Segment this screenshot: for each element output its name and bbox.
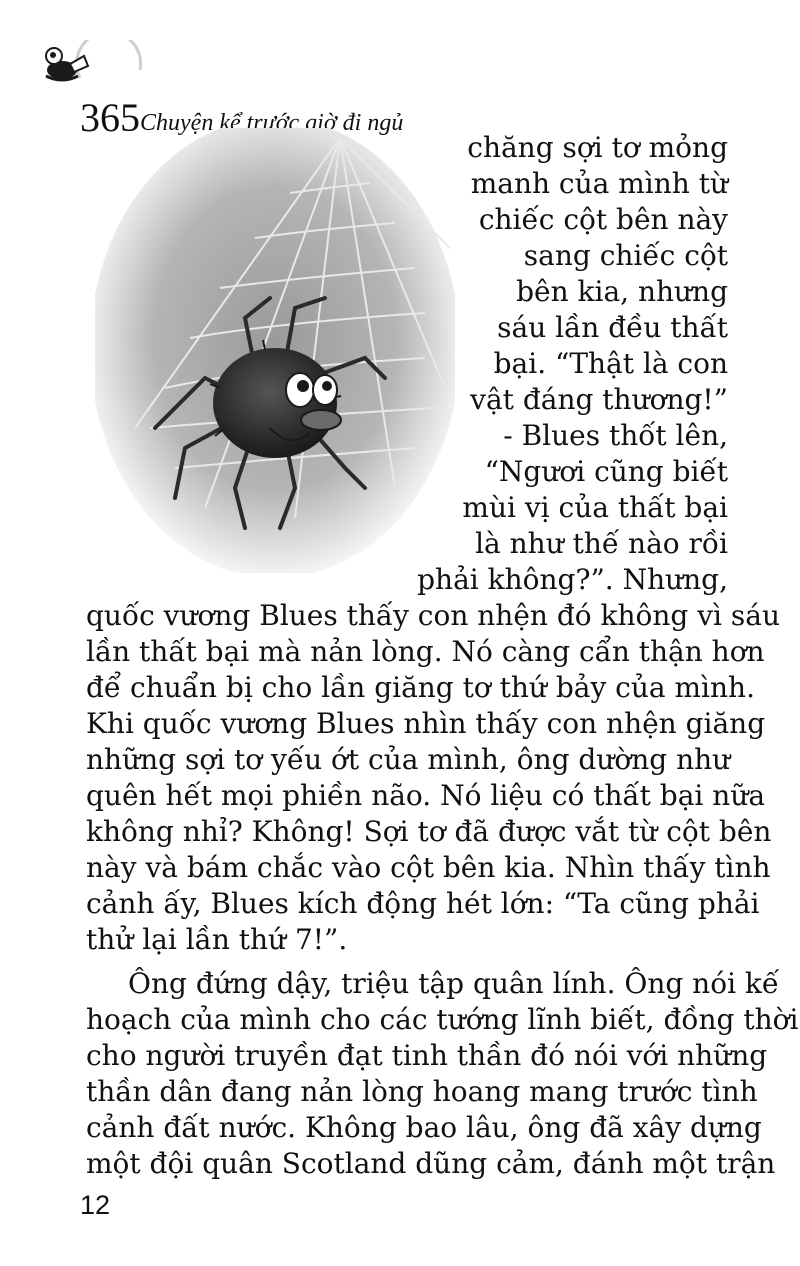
series-number: 365	[80, 95, 140, 140]
text-line: cảnh ấy, Blues kích động hét lớn: “Ta cũng phải	[86, 887, 760, 920]
text-line: manh của mình từ	[470, 167, 728, 200]
text-line: cho người truyền đạt tinh thần đó nói với những	[86, 1039, 768, 1072]
text-line: này và bám chắc vào cột bên kia. Nhìn thấy tình	[86, 851, 771, 884]
text-line: cảnh đất nước. Không bao lâu, ông đã xây dựng	[86, 1111, 762, 1144]
text-line: thần dân đang nản lòng hoang mang trước tình	[86, 1075, 758, 1108]
text-line: “Ngươi cũng biết	[484, 455, 728, 488]
text-line: lần thất bại mà nản lòng. Nó càng cẩn thận hơn	[86, 635, 765, 668]
text-line: chăng sợi tơ mỏng	[467, 131, 728, 164]
text-line: một đội quân Scotland dũng cảm, đánh một trận	[86, 1147, 776, 1180]
text-line: mùi vị của thất bại	[462, 491, 728, 524]
text-line: quên hết mọi phiền não. Nó liệu có thất bại nữa	[86, 779, 766, 812]
text-line: chiếc cột bên này	[478, 203, 728, 236]
text-line: phải không?”. Nhưng,	[417, 563, 728, 596]
text-line: hoạch của mình cho các tướng lĩnh biết, đồng thời	[86, 1003, 799, 1036]
spider-on-web-icon	[95, 128, 455, 573]
page-number: 12	[80, 1190, 111, 1220]
text-line: để chuẩn bị cho lần giăng tơ thứ bảy của mình.	[86, 671, 755, 704]
text-line: bại. “Thật là con	[493, 347, 728, 380]
text-line: quốc vương Blues thấy con nhện đó không vì sáu	[86, 599, 781, 632]
text-line: vật đáng thương!”	[470, 383, 728, 416]
text-line: không nhỉ? Không! Sợi tơ đã được vắt từ cột bên	[86, 815, 772, 848]
text-line: sáu lần đều thất	[497, 311, 728, 344]
text-line: sang chiếc cột	[523, 239, 728, 272]
text-line: thử lại lần thứ 7!”.	[86, 923, 348, 956]
text-line: là như thế nào rồi	[475, 527, 728, 560]
text-line: Ông đứng dậy, triệu tập quân lính. Ông nói kế	[128, 967, 780, 1000]
running-header	[40, 40, 600, 140]
book-title: Chuyện kể trước giờ đi ngủ	[140, 110, 404, 136]
text-line: những sợi tơ yếu ớt của mình, ông dường như	[86, 743, 731, 776]
text-line: - Blues thốt lên,	[503, 419, 728, 452]
text-line: bên kia, nhưng	[516, 275, 728, 308]
text-line: Khi quốc vương Blues nhìn thấy con nhện giăng	[86, 707, 766, 740]
